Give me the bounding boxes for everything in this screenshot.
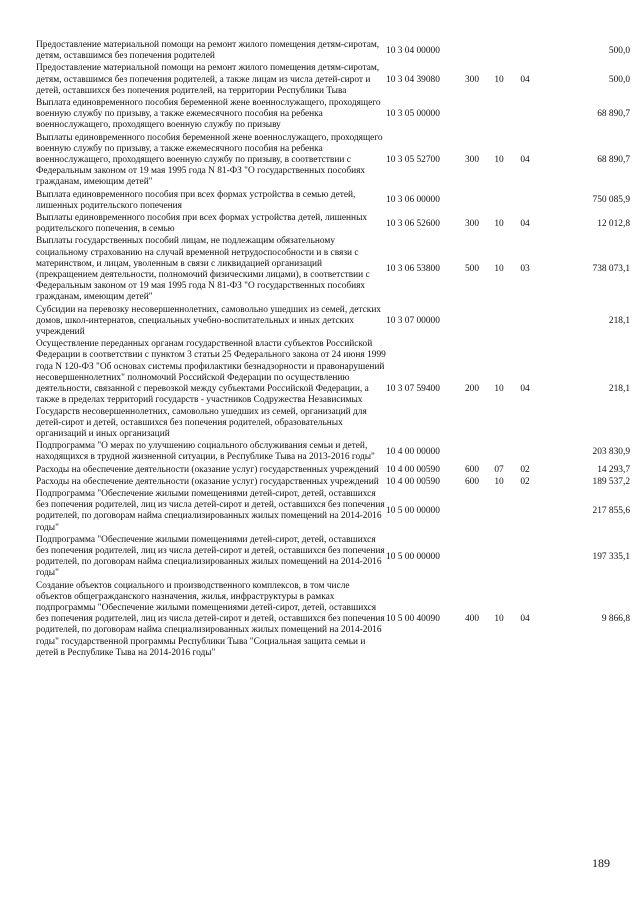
row-sum: 197 335,1	[592, 551, 630, 562]
row-subsection: 04	[520, 155, 530, 166]
row-section: 10	[494, 74, 504, 85]
row-sum: 218,1	[608, 315, 630, 326]
row-code: 10 4 00 00000	[386, 446, 440, 457]
row-section	[488, 98, 510, 133]
row-expense-type	[456, 190, 488, 213]
row-subsection: 03	[520, 264, 530, 275]
table-row	[36, 339, 630, 441]
table-row	[36, 441, 630, 464]
row-sum: 738 073,1	[592, 264, 630, 275]
row-name: Выплаты единовременного пособия беременной жене военнослужащего, проходящего военную службу по призыву, а также ежемесячного пособия на ребенка военнослужащего, проходящего военную службу по призыву, в соответствии с Федеральным законом от 19 мая 1995 года N 81-ФЗ "О государственных пособиях гражданам, имеющим детей"	[36, 132, 383, 188]
row-name: Осуществление переданных органам государственной власти субъектов Российской Федерации в соответствии с пунктом 3 статьи 25 Федерального закона от 24 июня 1999 года N 120-ФЗ "Об основах системы профилактики безнадзорности и правонарушений несовершеннолетних" полномочий Российской Федерации по осуществлению деятельности, связанной с перевозкой между субъектами Российской Федерации, а также в пределах территорий государств - участников Содружества Независимых Государств несовершеннолетних, самовольно ушедших из семей, организаций для детей-сирот и детей, оставшихся без попечения родителей, образовательных организаций и иных организаций	[36, 339, 386, 439]
row-expense-type: 400	[464, 614, 480, 625]
row-code: 10 3 07 00000	[386, 315, 440, 326]
row-code: 10 3 07 59400	[386, 384, 440, 395]
row-subsection	[510, 489, 540, 535]
table-row	[36, 236, 630, 304]
row-code: 10 5 00 00000	[386, 551, 440, 562]
row-subsection	[510, 98, 540, 133]
row-sum: 218,1	[608, 384, 630, 395]
row-section: 10	[494, 476, 504, 487]
row-section: 10	[494, 384, 504, 395]
row-section: 10	[494, 155, 504, 166]
row-sum: 14 293,7	[597, 464, 630, 475]
row-sum: 68 890,7	[597, 155, 630, 166]
table-row	[36, 489, 630, 535]
row-name: Расходы на обеспечение деятельности (оказание услуг) государственных учреждений	[36, 464, 379, 475]
row-subsection: 02	[520, 476, 530, 487]
table-row	[36, 465, 630, 477]
row-expense-type: 300	[464, 218, 480, 229]
row-expense-type	[456, 535, 488, 581]
table-row	[36, 305, 630, 340]
row-sum: 9 866,8	[601, 614, 630, 625]
row-sum: 500,0	[608, 74, 630, 85]
row-subsection: 02	[520, 464, 530, 475]
row-section	[488, 190, 510, 213]
row-code: 10 5 00 40090	[386, 614, 440, 625]
row-sum: 189 537,2	[592, 476, 630, 487]
row-code: 10 3 04 39080	[386, 74, 440, 85]
row-sum: 203 830,9	[592, 446, 630, 457]
row-sum: 750 085,9	[592, 195, 630, 206]
table-row	[36, 40, 630, 63]
row-name: Выплаты единовременного пособия при всех формах устройства детей, лишенных родительского попечения, в семью	[36, 213, 368, 235]
page-number: 189	[592, 856, 610, 870]
row-sum: 68 890,7	[597, 109, 630, 120]
row-expense-type: 500	[464, 264, 480, 275]
row-subsection: 04	[520, 74, 530, 85]
row-name: Подпрограмма "Обеспечение жилыми помещениями детей-сирот, детей, оставшихся без попечения родителей, лиц из числа детей-сирот и детей, оставшихся без попечения родителей, по договорам найма специализированных жилых помещений на 2014-2016 годы"	[36, 488, 385, 533]
row-subsection: 04	[520, 218, 530, 229]
row-expense-type: 600	[464, 464, 480, 475]
row-name: Предоставление материальной помощи на ремонт жилого помещения детям-сиротам, детям, оставшимся без попечения родителей, а также лицам из числа детей-сирот и детей, оставшихся без попечения родителей, на территории Республики Тыва	[36, 63, 380, 96]
row-subsection	[510, 305, 540, 340]
table-row	[36, 63, 630, 98]
row-code: 10 4 00 00590	[386, 476, 440, 487]
row-name: Подпрограмма "О мерах по улучшению социального обслуживания семьи и детей, находящихся в трудной жизненной ситуации, в Республике Тыва на 2013-2016 годы"	[36, 441, 375, 463]
row-name: Выплаты государственных пособий лицам, не подлежащим обязательному социальному страхованию на случай временной нетрудоспособности и в связи с материнством, и лицам, уволенным в связи с ликвидацией организаций (прекращением деятельности, полномочий физическими лицами), в соответствии с Федеральным законом от 19 мая 1995 года N 81-ФЗ "О государственных пособиях гражданам, имеющим детей"	[36, 236, 370, 303]
table-row	[36, 133, 630, 190]
row-subsection	[510, 441, 540, 464]
row-sum: 500,0	[608, 45, 630, 56]
row-code: 10 3 04 00000	[386, 45, 440, 56]
row-expense-type: 600	[464, 476, 480, 487]
row-name: Расходы на обеспечение деятельности (оказание услуг) государственных учреждений	[36, 476, 379, 487]
row-expense-type: 300	[464, 74, 480, 85]
row-name: Выплата единовременного пособия при всех формах устройства в семью детей, лишенных родительского попечения	[36, 189, 356, 211]
row-expense-type	[456, 305, 488, 340]
row-code: 10 3 06 52600	[386, 218, 440, 229]
row-expense-type	[456, 441, 488, 464]
row-expense-type: 200	[464, 384, 480, 395]
table-row	[36, 477, 630, 489]
row-section: 10	[494, 264, 504, 275]
row-expense-type	[456, 489, 488, 535]
row-section	[488, 305, 510, 340]
row-name: Создание объектов социального и производственного комплексов, в том числе объектов общегражданского назначения, жилья, инфраструктуры в рамках подпрограммы "Обеспечение жилыми помещениями детей-сирот, детей, оставшихся без попечения родителей, лиц из числа детей-сирот и детей, оставшихся без попечения родителей, по договорам найма специализированных жилых помещений на 2014-2016 годы" государственной программы Республики Тыва "Социальная защита семьи и детей в Республике Тыва на 2014-2016 годы"	[36, 580, 385, 658]
row-sum: 12 012,8	[597, 218, 630, 229]
row-section: 07	[494, 464, 504, 475]
row-name: Субсидии на перевозку несовершеннолетних, самовольно ушедших из семей, детских домов, школ-интернатов, специальных учебно-воспитательных и иных детских учреждений	[36, 304, 382, 338]
row-code: 10 3 05 52700	[386, 155, 440, 166]
row-sum: 217 855,6	[592, 505, 630, 516]
row-section	[488, 489, 510, 535]
table-row	[36, 535, 630, 581]
budget-table	[36, 40, 630, 660]
row-subsection	[510, 190, 540, 213]
row-code: 10 3 06 53800	[386, 264, 440, 275]
row-expense-type	[456, 40, 488, 63]
table-row	[36, 581, 630, 660]
row-section: 10	[494, 614, 504, 625]
row-expense-type	[456, 98, 488, 133]
table-row	[36, 213, 630, 236]
row-name: Выплата единовременного пособия беременной жене военнослужащего, проходящего военную службу по призыву, а также ежемесячного пособия на ребенка военнослужащего, проходящего военную службу по призыву	[36, 98, 381, 131]
row-subsection: 04	[520, 614, 530, 625]
row-section: 10	[494, 218, 504, 229]
row-section	[488, 535, 510, 581]
row-name: Подпрограмма "Обеспечение жилыми помещениями детей-сирот, детей, оставшихся без попечения родителей, лиц из числа детей-сирот и детей, оставшихся без попечения родителей, по договорам найма специализированных жилых помещений на 2014-2016 годы"	[36, 534, 385, 579]
row-expense-type: 300	[464, 155, 480, 166]
row-name: Предоставление материальной помощи на ремонт жилого помещения детям-сиротам, детям, оставшимся без попечения родителей	[36, 40, 380, 62]
table-row	[36, 190, 630, 213]
row-section	[488, 40, 510, 63]
row-code: 10 4 00 00590	[386, 464, 440, 475]
row-subsection	[510, 535, 540, 581]
budget-rows	[36, 40, 630, 660]
row-section	[488, 441, 510, 464]
row-code: 10 3 06 00000	[386, 195, 440, 206]
row-code: 10 5 00 00000	[386, 505, 440, 516]
row-subsection	[510, 40, 540, 63]
row-subsection: 04	[520, 384, 530, 395]
row-code: 10 3 05 00000	[386, 109, 440, 120]
table-row	[36, 98, 630, 133]
